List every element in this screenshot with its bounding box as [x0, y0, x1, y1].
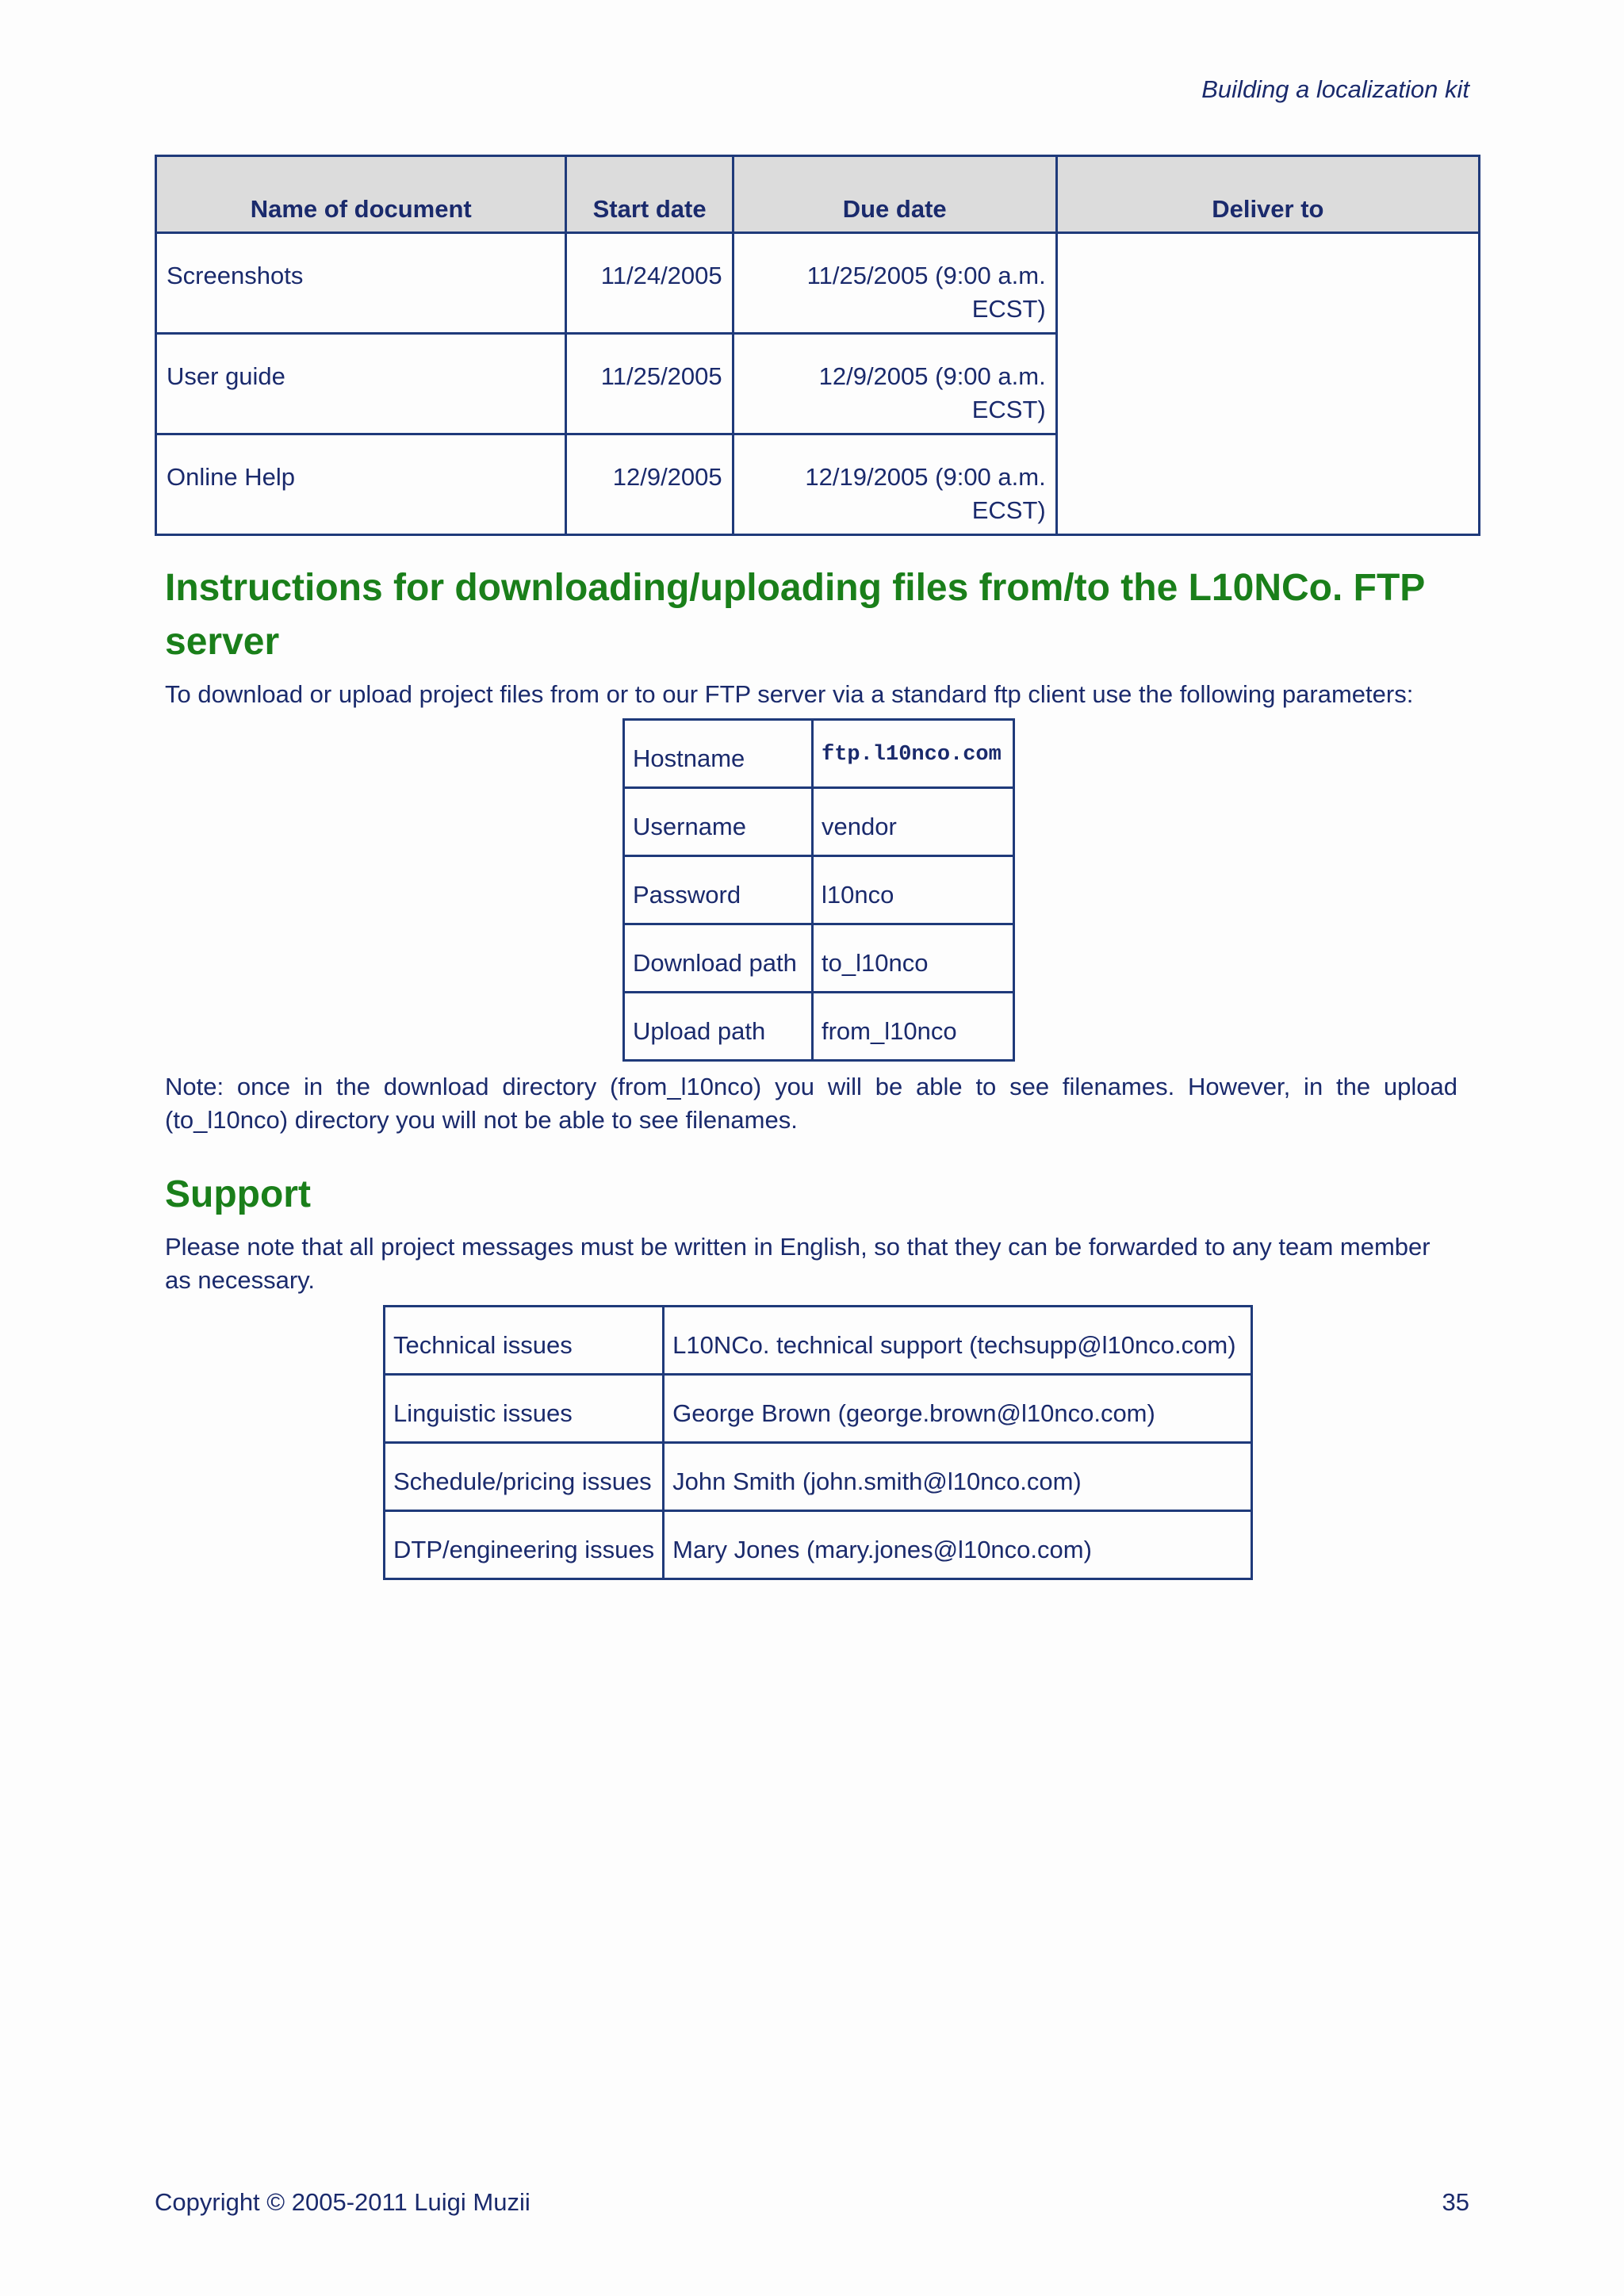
due-date-cell: [733, 233, 1056, 334]
due-date-timezone: ECST): [971, 295, 1046, 323]
support-contacts-table: [383, 1305, 1253, 1580]
document-name-cell: Screenshots: [156, 233, 566, 334]
parameter-value: to_l10nco: [813, 924, 1014, 993]
due-date-cell: [733, 434, 1056, 535]
table-row: [624, 993, 1014, 1061]
column-header-due-date: Due date: [733, 156, 1056, 233]
table-row: [624, 856, 1014, 924]
table-row: [624, 924, 1014, 993]
start-date-cell: 12/9/2005: [566, 434, 733, 535]
document-name-cell: Online Help: [156, 434, 566, 535]
footer-page-number: 35: [1442, 2188, 1469, 2216]
due-date-cell: [733, 334, 1056, 434]
document-name-cell: User guide: [156, 334, 566, 434]
schedule-table: [155, 155, 1480, 536]
table-row: [624, 788, 1014, 856]
ftp-note-paragraph: Note: once in the download directory (from_l10nco) you will be able to see filenames. However, in the upload (to_l10nco) directory you will not be able to see filenames.: [165, 1073, 1457, 1134]
column-header-start-date: Start date: [566, 156, 733, 233]
due-date-timezone: ECST): [971, 396, 1046, 423]
parameter-label: Upload path: [624, 993, 813, 1061]
contact-cell: Mary Jones (mary.jones@l10nco.com): [664, 1511, 1252, 1579]
table-row: [385, 1375, 1252, 1443]
table-row: [385, 1511, 1252, 1579]
ftp-intro-paragraph: To download or upload project files from or to our FTP server via a standard ftp client use the following parameters:: [165, 680, 1414, 708]
support-section-heading: Support: [165, 1173, 311, 1215]
contact-cell: George Brown (george.brown@l10nco.com): [664, 1375, 1252, 1443]
parameter-value: vendor: [813, 788, 1014, 856]
contact-cell: John Smith (john.smith@l10nco.com): [664, 1443, 1252, 1511]
column-header-name: Name of document: [156, 156, 566, 233]
start-date-cell: 11/25/2005: [566, 334, 733, 434]
parameter-value: l10nco: [813, 856, 1014, 924]
table-row: [156, 233, 1480, 334]
due-date-line: 12/19/2005 (9:00 a.m.: [805, 463, 1046, 491]
due-date-timezone: ECST): [971, 496, 1046, 524]
table-row: [624, 720, 1014, 788]
table-row: [385, 1443, 1252, 1511]
due-date-line: 12/9/2005 (9:00 a.m.: [818, 362, 1046, 390]
due-date-line: 11/25/2005 (9:00 a.m.: [806, 262, 1046, 289]
ftp-parameters-table: [622, 718, 1015, 1062]
support-intro-paragraph: Please note that all project messages must be written in English, so that they can be forwarded to any team member as necessary.: [165, 1233, 1431, 1294]
footer-copyright: Copyright © 2005-2011 Luigi Muzii: [155, 2188, 530, 2216]
column-header-deliver-to: Deliver to: [1056, 156, 1479, 233]
table-header-row: [156, 156, 1480, 233]
issue-type-cell: Schedule/pricing issues: [385, 1443, 664, 1511]
parameter-value: ftp.l10nco.com: [813, 720, 1014, 788]
start-date-cell: 11/24/2005: [566, 233, 733, 334]
ftp-section-heading: Instructions for downloading/uploading files from/to the L10NCo. FTP server: [165, 567, 1425, 663]
parameter-label: Hostname: [624, 720, 813, 788]
issue-type-cell: Linguistic issues: [385, 1375, 664, 1443]
parameter-label: Username: [624, 788, 813, 856]
parameter-label: Password: [624, 856, 813, 924]
parameter-label: Download path: [624, 924, 813, 993]
issue-type-cell: DTP/engineering issues: [385, 1511, 664, 1579]
table-row: [385, 1307, 1252, 1375]
issue-type-cell: Technical issues: [385, 1307, 664, 1375]
deliver-to-cell: [1056, 233, 1479, 535]
parameter-value: from_l10nco: [813, 993, 1014, 1061]
contact-cell: L10NCo. technical support (techsupp@l10nco.com): [664, 1307, 1252, 1375]
running-header: Building a localization kit: [1201, 75, 1469, 103]
